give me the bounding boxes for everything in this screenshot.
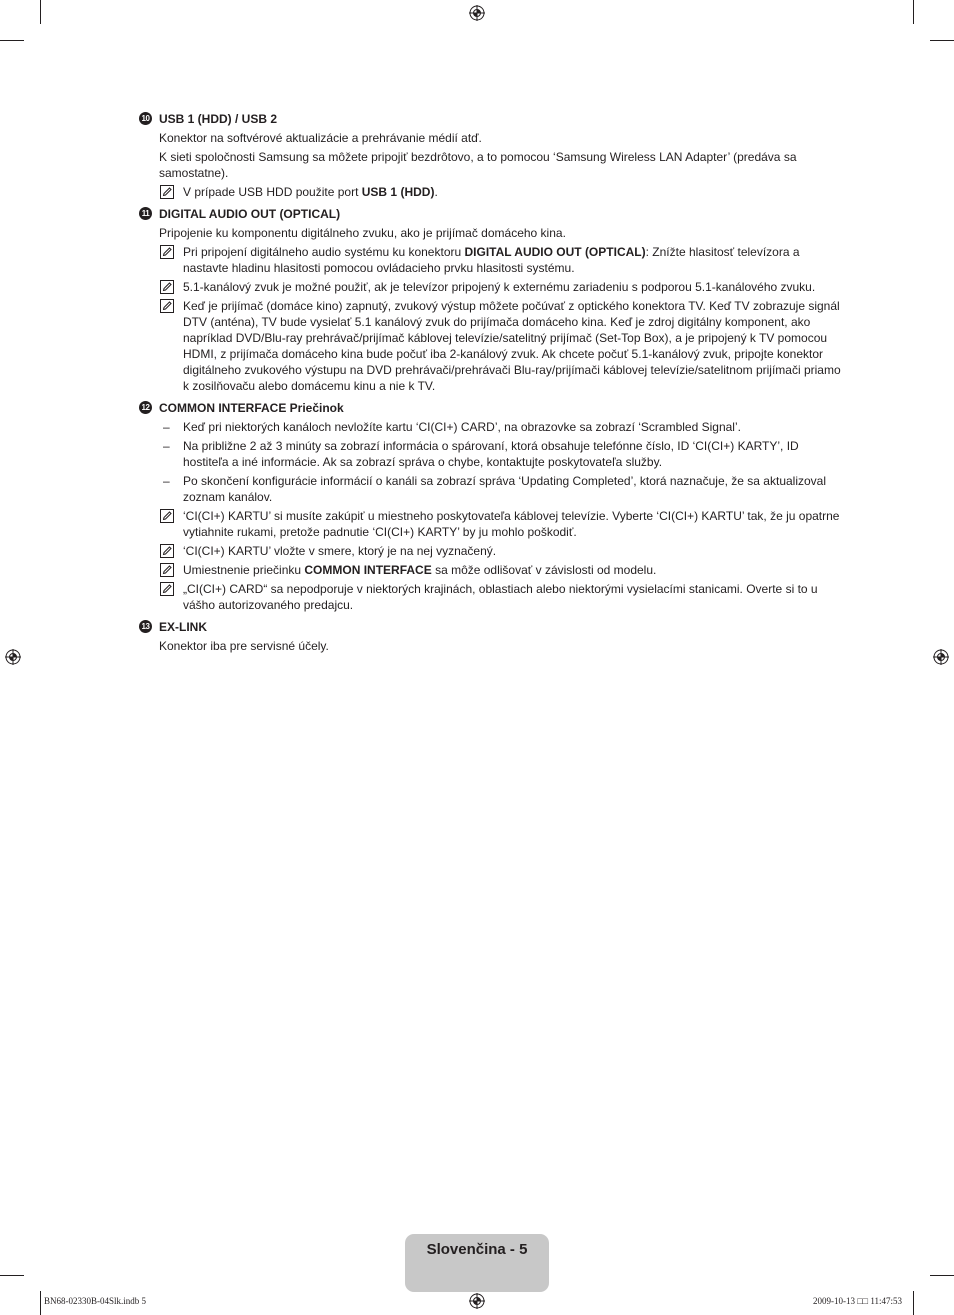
- note-item: Pri pripojení digitálneho audio systému ku konektoru DIGITAL AUDIO OUT (OPTICAL): Znížte hlasitosť televízora a nastavte hladinu hlasitosti pomocou ovládacieho prvku hlasitosti systému.: [139, 244, 841, 276]
- dash-item: – Po skončení konfigurácie informácií o kanáli sa zobrazí správa ‘Updating Completed’, ktorá naznačuje, že sa aktualizoval zoznam kanálov.: [163, 474, 827, 504]
- crop-mark: [930, 40, 954, 41]
- registration-mark-icon: [468, 1292, 486, 1310]
- paragraph: Pripojenie ku komponentu digitálneho zvuku, ako je prijímač domáceho kina.: [159, 226, 566, 240]
- registration-mark-icon: [4, 648, 22, 666]
- dash-bullet: –: [163, 439, 170, 453]
- note-item: ‘CI(CI+) KARTU’ vložte v smere, ktorý je na nej vyznačený.: [139, 543, 841, 559]
- note-pencil-icon: [160, 185, 174, 199]
- crop-mark: [913, 1291, 914, 1315]
- note-item: „CI(CI+) CARD“ sa nepodporuje v niektorých krajinách, oblastiach alebo niektorými vysielacími stanicami. Overte si to u vášho autorizovaného predajcu.: [139, 581, 841, 613]
- section-number-badge: 10: [139, 112, 152, 125]
- crop-mark: [0, 40, 24, 41]
- note-pencil-icon: [160, 299, 174, 313]
- section-heading-common-interface: [139, 400, 841, 416]
- note-pencil-icon: [160, 563, 174, 577]
- dash-bullet: –: [163, 474, 170, 488]
- section-title: EX-LINK: [159, 620, 207, 634]
- print-date-slug: 2009-10-13 □□ 11:47:53: [812, 1296, 902, 1306]
- paragraph: Konektor iba pre servisné účely.: [159, 639, 329, 653]
- dash-item: – Na približne 2 až 3 minúty sa zobrazí informácia o spárovaní, ktorá obsahuje telefónne číslo, ID ‘CI(CI+) KARTY’, ID hostiteľa a iné informácie. Ak sa zobrazí správa o chybe, kontaktujte poskytovateľa služby.: [163, 439, 799, 469]
- paragraph: Konektor na softvérové aktualizácie a prehrávanie médií atď.: [159, 131, 482, 145]
- note-item: V prípade USB HDD použite port USB 1 (HDD).: [139, 184, 841, 200]
- note-item: ‘CI(CI+) KARTU’ si musíte zakúpiť u miestneho poskytovateľa káblovej televízie. Vyberte ‘CI(CI+) KARTU’ tak, že ju opatrne vytiahnite rukami, pretože padnutie ‘CI(CI+) KARTY’ by ju mohlo poškodiť.: [139, 508, 841, 540]
- page-number-label: Slovenčina - 5: [426, 1241, 528, 1258]
- crop-mark: [930, 1275, 954, 1276]
- bold-term: COMMON INTERFACE: [304, 563, 432, 577]
- print-file-slug: BN68-02330B-04Slk.indb 5: [44, 1296, 147, 1306]
- registration-mark-icon: [932, 648, 950, 666]
- crop-mark: [40, 0, 41, 24]
- note-item: Keď je prijímač (domáce kino) zapnutý, zvukový výstup môžete počúvať z optického konektora TV. Keď TV zobrazuje signál DTV (anténa), TV bude vysielať 5.1 kanálový zvuk do prijímača domáceho kina. Keď je zdroj digitálny komponent, ako napríklad DVD/Blu-ray prehrávač/prijímač káblovej televízie/satelitný prijímač (Set-Top Box), a je pripojený k TV pomocou HDMI, z prijímača domáceho kina bude počuť iba 2-kanálový zvuk. Ak chcete počuť 5.1-kanálový zvuk, pripojte konektor digitálneho zvukového výstupu na DVD prehrávači/prehrávači Blu-ray/prijímači káblovej televízie/satelitnom prijímači priamo k zosilňovaču alebo domácemu kinu a nie k TV.: [139, 298, 841, 394]
- crop-mark: [913, 0, 914, 24]
- dash-bullet: –: [163, 420, 170, 434]
- section-heading-usb: [139, 111, 841, 127]
- dash-item: – Keď pri niektorých kanáloch nevložíte kartu ‘CI(CI+) CARD’, na obrazovke sa zobrazí ‘Scrambled Signal’.: [163, 420, 741, 434]
- section-title: COMMON INTERFACE Priečinok: [159, 401, 344, 415]
- section-heading-ex-link: [139, 619, 841, 635]
- note-pencil-icon: [160, 245, 174, 259]
- note-pencil-icon: [160, 582, 174, 596]
- crop-mark: [0, 1275, 24, 1276]
- section-number-badge: 12: [139, 401, 152, 414]
- note-item: 5.1-kanálový zvuk je možné použiť, ak je televízor pripojený k externému zariadeniu s podporou 5.1-kanálového zvuku.: [139, 279, 841, 295]
- registration-mark-icon: [468, 4, 486, 22]
- crop-mark: [40, 1291, 41, 1315]
- manual-content: [139, 111, 841, 657]
- paragraph: K sieti spoločnosti Samsung sa môžete pripojiť bezdrôtovo, a to pomocou ‘Samsung Wireless LAN Adapter’ (predáva sa samostatne).: [159, 150, 797, 180]
- section-heading-digital-audio: [139, 206, 841, 222]
- section-title: USB 1 (HDD) / USB 2: [159, 112, 278, 126]
- section-number-badge: 13: [139, 620, 152, 633]
- note-pencil-icon: [160, 509, 174, 523]
- bold-term: DIGITAL AUDIO OUT (OPTICAL): [464, 245, 646, 259]
- section-title: DIGITAL AUDIO OUT (OPTICAL): [159, 207, 341, 221]
- note-pencil-icon: [160, 280, 174, 294]
- bold-term: USB 1 (HDD): [361, 185, 435, 199]
- note-item: Umiestnenie priečinku COMMON INTERFACE sa môže odlišovať v závislosti od modelu.: [139, 562, 841, 578]
- section-number-badge: 11: [139, 207, 152, 220]
- note-pencil-icon: [160, 544, 174, 558]
